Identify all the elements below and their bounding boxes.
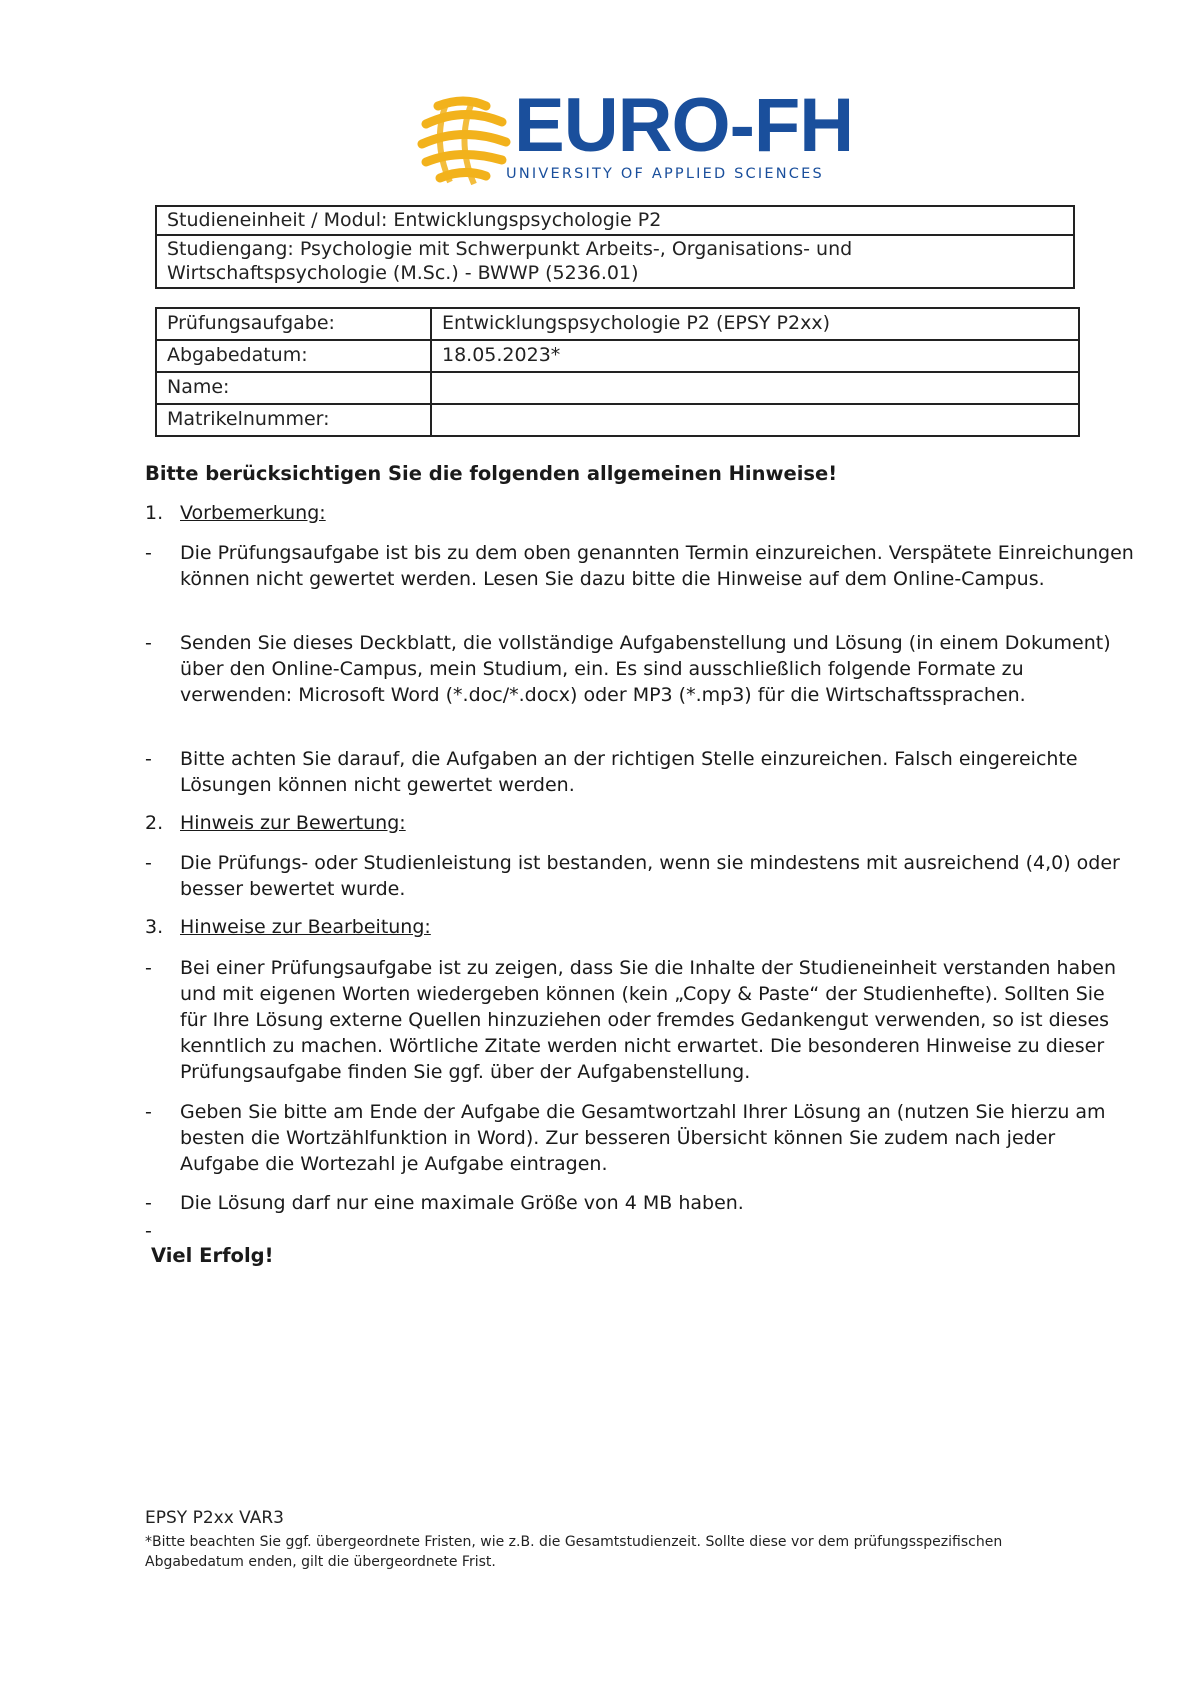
logo-tagline: UNIVERSITY OF APPLIED SCIENCES (506, 166, 824, 182)
footnote: *Bitte beachten Sie ggf. übergeordnete Fristen, wie z.B. die Gesamtstudienzeit. Sollte diese vor dem prüfungsspezifischen Abgabedatum enden, gilt die übergeordnete Frist. (145, 1534, 1003, 1570)
list-item (145, 1190, 1135, 1216)
exam-task-label: Prüfungsaufgabe: (156, 308, 431, 340)
exam-task-value: Entwicklungspsychologie P2 (EPSY P2xx) (431, 308, 1079, 340)
instructions-heading: Bitte berücksichtigen Sie die folgenden allgemeinen Hinweise! (145, 462, 838, 485)
bullet-dash: - (145, 632, 152, 654)
section-heading (145, 812, 406, 834)
section-heading (145, 916, 431, 938)
due-date-value: 18.05.2023* (431, 340, 1079, 372)
list-item (145, 630, 1135, 708)
table-row (156, 308, 1079, 340)
list-item (145, 746, 1135, 798)
list-item-text: Die Lösung darf nur eine maximale Größe von 4 MB haben. (180, 1192, 744, 1214)
globe-logo-icon (416, 96, 512, 188)
table-row (156, 404, 1079, 436)
bullet-dash: - (145, 1220, 152, 1242)
euro-fh-logo (416, 83, 866, 192)
closing-text: Viel Erfolg! (151, 1244, 274, 1267)
table-row (156, 206, 1074, 235)
list-item-text: Die Prüfungsaufgabe ist bis zu dem oben genannten Termin einzureichen. Verspätete Einreichungen können nicht gewertet werden. Lesen Sie dazu bitte die Hinweise auf dem Online-Campus. (180, 542, 1134, 590)
list-item-text: Bitte achten Sie darauf, die Aufgaben an der richtigen Stelle einzureichen. Falsch eingereichte Lösungen können nicht gewertet werden. (180, 748, 1078, 796)
bullet-dash: - (145, 1101, 152, 1123)
module-info-table (155, 205, 1075, 289)
bullet-dash: - (145, 748, 152, 770)
list-item-text: Geben Sie bitte am Ende der Aufgabe die Gesamtwortzahl Ihrer Lösung an (nutzen Sie hierzu am besten die Wortzählfunktion in Word). Zur besseren Übersicht können Sie zudem nach jeder Aufgabe die Wortezahl je Aufgabe eintragen. (180, 1101, 1106, 1175)
section-number: 2. (145, 812, 164, 834)
list-item (145, 955, 1135, 1085)
list-item (145, 540, 1135, 592)
table-row (156, 372, 1079, 404)
bullet-dash: - (145, 957, 152, 979)
list-item-text: Die Prüfungs- oder Studienleistung ist bestanden, wenn sie mindestens mit ausreichend (4,0) oder besser bewertet wurde. (180, 852, 1120, 900)
bullet-dash: - (145, 542, 152, 564)
list-item-text: Bei einer Prüfungsaufgabe ist zu zeigen, dass Sie die Inhalte der Studieneinheit verstanden haben und mit eigenen Worten wiedergeben können (kein „Copy & Paste“ der Studienhefte). Sollten Sie für Ihre Lösung externe Quellen hinzuziehen oder fremdes Gedankengut verwenden, so ist dieses kenntlich zu machen. Wörtliche Zitate werden nicht erwartet. Die besonderen Hinweise zu dieser Prüfungsaufgabe finden Sie ggf. über der Aufgabenstellung. (180, 957, 1116, 1083)
section-title: Vorbemerkung: (180, 502, 326, 524)
list-item-text: Senden Sie dieses Deckblatt, die vollständige Aufgabenstellung und Lösung (in einem Dokument) über den Online-Campus, mein Studium, ein. Es sind ausschließlich folgende Formate zu verwenden: Microsoft Word (*.doc/*.docx) oder MP3 (*.mp3) für die Wirtschaftssprachen. (180, 632, 1111, 706)
name-field[interactable] (431, 372, 1079, 404)
exam-info-table (155, 307, 1080, 437)
section-number: 3. (145, 916, 164, 938)
section-number: 1. (145, 502, 164, 524)
matriculation-label: Matrikelnummer: (156, 404, 431, 436)
program-cell: Studiengang: Psychologie mit Schwerpunkt Arbeits-, Organisations- und Wirtschaftspsychologie (M.Sc.) - BWWP (5236.01) (156, 235, 1074, 288)
logo-wordmark: EURO-FH (514, 83, 854, 168)
bullet-dash: - (145, 852, 152, 874)
list-item (145, 1099, 1135, 1177)
bullet-dash: - (145, 1192, 152, 1214)
table-row (156, 340, 1079, 372)
list-item (145, 850, 1135, 902)
section-title: Hinweise zur Bearbeitung: (180, 916, 431, 938)
matriculation-field[interactable] (431, 404, 1079, 436)
table-row (156, 235, 1074, 288)
name-label: Name: (156, 372, 431, 404)
due-date-label: Abgabedatum: (156, 340, 431, 372)
section-title: Hinweis zur Bewertung: (180, 812, 406, 834)
document-code: EPSY P2xx VAR3 (145, 1508, 284, 1528)
module-cell: Studieneinheit / Modul: Entwicklungspsychologie P2 (156, 206, 1074, 235)
section-heading (145, 502, 326, 524)
